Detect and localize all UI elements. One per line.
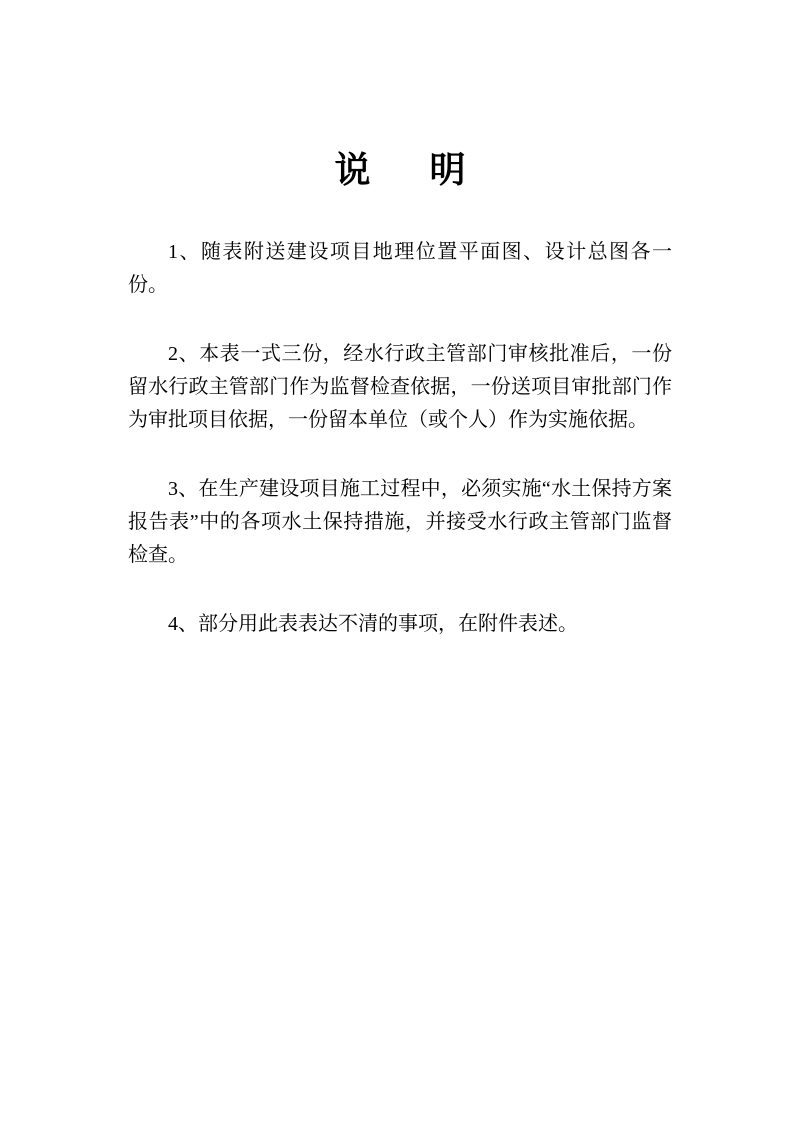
notes-body — [128, 236, 672, 641]
page-title: 说 明 — [334, 150, 478, 190]
note-paragraph-2: 2、本表一式三份，经水行政主管部门审核批准后，一份留水行政主管部门作为监督检查依据，一份送项目审批部门作为审批项目依据，一份留本单位（或个人）作为实施依据。 — [128, 343, 672, 431]
note-paragraph-4: 4、部分用此表表达不清的事项，在附件表述。 — [168, 613, 578, 635]
note-paragraph-3: 3、在生产建设项目施工过程中，必须实施“水土保持方案报告表”中的各项水土保持措施，并接受水行政主管部门监督检查。 — [128, 478, 672, 566]
note-paragraph-1: 1、随表附送建设项目地理位置平面图、设计总图各一份。 — [128, 241, 672, 296]
